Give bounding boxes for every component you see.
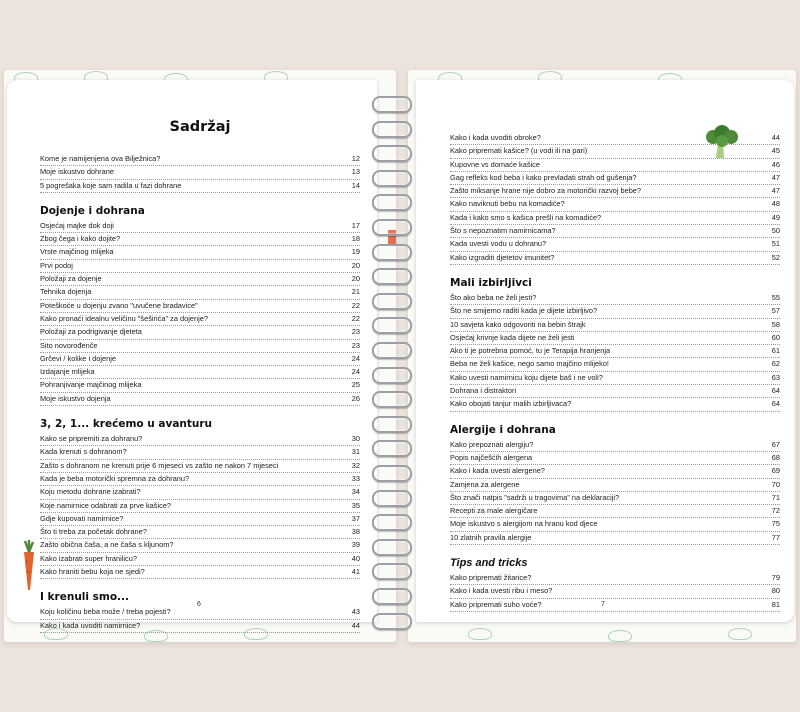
- toc-entry-title: Kako i kada uvoditi obroke?: [450, 133, 541, 142]
- toc-entry: [40, 553, 360, 566]
- toc-entry: [450, 465, 780, 478]
- toc-entry-page: 43: [351, 607, 360, 617]
- toc-entry-title: Kako se pripremiti za dohranu?: [40, 434, 143, 444]
- toc-entry-title: Kada je beba motorički spremna za dohranu?: [40, 473, 190, 483]
- toc-entry-title: Što ne smijemo raditi kada je dijete izbirljivo?: [450, 306, 598, 316]
- toc-entry-page: 61: [771, 346, 780, 356]
- toc-entry-title: 5 pogrešaka koje sam radila u fazi dohrane: [40, 180, 182, 190]
- toc-entry-title: Popis najčešćih alergena: [450, 452, 533, 462]
- toc-section-heading: Tips and tricks: [450, 557, 528, 570]
- toc-entry-title: Pohranjivanje majčinog mlijeka: [40, 380, 142, 390]
- spiral-ring: [372, 121, 412, 138]
- spiral-ring: [372, 588, 412, 605]
- toc-entry: [40, 566, 360, 579]
- toc-entry-title: Ako ti je potrebna pomoć, tu je Terapija hranjenja: [450, 346, 611, 356]
- toc-section-heading: Alergije i dohrana: [450, 423, 556, 436]
- toc-entry-title: Koju količinu beba može / treba pojesti?: [40, 607, 171, 617]
- toc-entry-title: Kako izabrati super hranilicu?: [40, 553, 137, 563]
- toc-entry: [40, 500, 360, 513]
- spiral-ring: [372, 293, 412, 310]
- toc-entry: [40, 460, 360, 473]
- toc-entry-title: Gdje kupovati namirnice?: [40, 513, 124, 523]
- toc-entry-page: 51: [771, 239, 780, 249]
- toc-entry: [450, 599, 780, 612]
- toc-entry-page: 33: [351, 473, 360, 483]
- toc-entry-title: Kako pripremati suho voće?: [450, 599, 542, 609]
- spiral-ring: [372, 342, 412, 359]
- toc-entry-page: 75: [771, 519, 780, 529]
- toc-entry: [40, 340, 360, 353]
- toc-entry: [450, 492, 780, 505]
- toc-entry: [40, 233, 360, 246]
- toc-entry-title: Moje iskustvo s alergijom na hranu kod djece: [450, 519, 598, 529]
- toc-entry-title: Kako obojati tanjur malih izbirljivaca?: [450, 399, 572, 409]
- toc-section-heading: Mali izbirljivci: [450, 276, 532, 289]
- toc-entry-page: 25: [351, 380, 360, 390]
- toc-entry-page: 22: [351, 313, 360, 323]
- toc-entry: [40, 246, 360, 259]
- spiral-ring: [372, 317, 412, 334]
- toc-entry-page: 58: [771, 319, 780, 329]
- toc-entry-title: Poteškoće u dojenju zvano "uvučene bradavice": [40, 300, 198, 310]
- toc-entry: [450, 292, 780, 305]
- toc-entry-title: Prvi podoj: [40, 260, 73, 270]
- toc-entry-title: Koju metodu dohrane izabrati?: [40, 487, 141, 497]
- toc-entry: [40, 539, 360, 552]
- toc-entry: [450, 585, 780, 598]
- spiral-ring: [372, 465, 412, 482]
- toc-entry: [450, 332, 780, 345]
- toc-entry: [450, 198, 780, 211]
- toc-entry-title: Izdajanje mlijeka: [40, 367, 95, 377]
- toc-entry-title: Kako i kada uvesti ribu i meso?: [450, 586, 553, 596]
- spiral-ring: [372, 490, 412, 507]
- page-number-right: 7: [601, 601, 605, 608]
- toc-title: Sadržaj: [169, 119, 231, 135]
- toc-entry-page: 63: [771, 372, 780, 382]
- toc-entry-page: 70: [771, 479, 780, 489]
- toc-entry-page: 19: [351, 247, 360, 257]
- toc-entry-page: 64: [771, 386, 780, 396]
- toc-entry: [450, 518, 780, 531]
- toc-entry: [40, 526, 360, 539]
- toc-entry: [40, 180, 360, 193]
- toc-entry: [450, 159, 780, 172]
- toc-entry: [40, 513, 360, 526]
- toc-entry-page: 21: [351, 287, 360, 297]
- toc-entry-page: 77: [771, 532, 780, 542]
- toc-entry-page: 48: [771, 199, 780, 209]
- toc-entry-page: 49: [771, 212, 780, 222]
- toc-entry-title: Što s nepoznatim namirnicama?: [450, 226, 556, 236]
- toc-entry: [450, 319, 780, 332]
- toc-entry-title: Zbog čega i kako dojite?: [40, 234, 121, 244]
- toc-entry: [40, 353, 360, 366]
- toc-entry-page: 18: [351, 234, 360, 244]
- toc-entry: [40, 366, 360, 379]
- toc-entry-title: 10 zlatnih pravila alergije: [450, 532, 532, 542]
- toc-entry: [40, 486, 360, 499]
- toc-entry-title: Koje namirnice odabrati za prve kašice?: [40, 500, 172, 510]
- toc-entry-page: 23: [351, 340, 360, 350]
- toc-entry-page: 38: [351, 527, 360, 537]
- broccoli-icon: [704, 124, 740, 160]
- toc-entry-page: 62: [771, 359, 780, 369]
- toc-entry-title: Moje iskustvo dohrane: [40, 167, 114, 177]
- toc-entry-page: 23: [351, 327, 360, 337]
- toc-entry-title: Položaji za dojenje: [40, 274, 102, 284]
- toc-entry-page: 40: [351, 553, 360, 563]
- toc-entry-page: 67: [771, 439, 780, 449]
- toc-entry-title: Dohrana i distraktori: [450, 386, 517, 396]
- spiral-ring: [372, 539, 412, 556]
- toc-entry-page: 30: [351, 434, 360, 444]
- toc-entry: [450, 212, 780, 225]
- toc-entry-title: Što ako beba ne želi jesti?: [450, 292, 537, 302]
- toc-entry: [40, 446, 360, 459]
- toc-entry-page: 81: [771, 599, 780, 609]
- toc-entry-title: Beba ne želi kašice, nego samo majčino mlijeko!: [450, 359, 609, 369]
- spiral-ring: [372, 514, 412, 531]
- toc-entry: [450, 358, 780, 371]
- toc-section-heading: I krenuli smo...: [40, 591, 130, 604]
- toc-entry: [40, 620, 360, 633]
- toc-entry-page: 44: [771, 133, 780, 142]
- toc-entry: [450, 532, 780, 545]
- toc-entry-title: Zamjena za alergene: [450, 479, 520, 489]
- toc-entry-page: 46: [771, 159, 780, 169]
- toc-entry-page: 37: [351, 513, 360, 523]
- toc-entry: [450, 439, 780, 452]
- toc-entry-page: 68: [771, 452, 780, 462]
- toc-entry-title: Kako pripremati kašice? (u vodi ili na pari): [450, 146, 588, 156]
- toc-section-heading: 3, 2, 1... krećemo u avanturu: [40, 418, 213, 431]
- toc-entry-page: 24: [351, 353, 360, 363]
- toc-entry-title: Tehnika dojenja: [40, 287, 92, 297]
- toc-entry-page: 13: [351, 167, 360, 177]
- toc-entry-title: Kako hraniti bebu koja ne sjedi?: [40, 567, 145, 577]
- toc-entry-title: Zašto miksanje hrane nije dobro za motorički razvoj bebe?: [450, 186, 642, 196]
- toc-entry-title: Vrste majčinog mlijeka: [40, 247, 114, 257]
- toc-entry: [40, 473, 360, 486]
- toc-entry-title: Što ti treba za početak dohrane?: [40, 527, 147, 537]
- toc-entry-page: 55: [771, 292, 780, 302]
- toc-entry: [40, 326, 360, 339]
- left-page: [7, 80, 377, 630]
- toc-entry-title: Osjećaj majke dok doji: [40, 220, 114, 230]
- toc-entry: [40, 433, 360, 446]
- toc-entry: [40, 260, 360, 273]
- toc-entry-title: Moje iskustvo dojenja: [40, 393, 111, 403]
- spiral-ring: [372, 367, 412, 384]
- toc-entry: [40, 393, 360, 406]
- toc-entry: [450, 345, 780, 358]
- spiral-ring: [372, 194, 412, 211]
- toc-entry-title: Položaji za podrigivanje djeteta: [40, 327, 142, 337]
- right-page: [416, 80, 794, 622]
- toc-entry: [40, 166, 360, 179]
- spiral-ring: [372, 145, 412, 162]
- toc-entry-title: Kako uvesti namirnicu koju dijete baš i ne voli?: [450, 372, 603, 382]
- toc-entry-title: Kako naviknuti bebu na komadiće?: [450, 199, 565, 209]
- toc-entry: [450, 479, 780, 492]
- toc-entry: [450, 385, 780, 398]
- spiral-ring: [372, 613, 412, 630]
- toc-entry: [450, 185, 780, 198]
- toc-entry-title: Kada i kako smo s kašica prešli na komadiće?: [450, 212, 602, 222]
- toc-entry-page: 20: [351, 274, 360, 284]
- toc-entry-page: 80: [771, 586, 780, 596]
- toc-entry: [450, 505, 780, 518]
- toc-entry: [450, 225, 780, 238]
- spiral-ring: [372, 416, 412, 433]
- toc-entry-title: Zašto obična čaša, a ne čaša s kljunom?: [40, 540, 174, 550]
- toc-entry-title: Kako pripremati žitarice?: [450, 573, 532, 583]
- toc-entry-title: Kupovne vs domaće kašice: [450, 159, 540, 169]
- toc-entry-page: 47: [771, 186, 780, 196]
- toc-entry: [450, 252, 780, 265]
- toc-entry-title: Osjećaj krivnje kada dijete ne želi jesti: [450, 332, 575, 342]
- toc-entry: [40, 220, 360, 233]
- spiral-ring: [372, 244, 412, 261]
- toc-entry-title: Sito novorođenče: [40, 340, 98, 350]
- toc-section-heading: Dojenje i dohrana: [40, 204, 145, 217]
- toc-entry-title: Kako i kada uvoditi namirnice?: [40, 620, 141, 630]
- toc-entry: [40, 300, 360, 313]
- toc-entry: [40, 606, 360, 619]
- toc-entry: [450, 172, 780, 185]
- toc-entry: [450, 398, 780, 411]
- toc-entry-page: 31: [351, 447, 360, 457]
- toc-entry-page: 47: [771, 172, 780, 182]
- toc-entry-title: Kada uvesti vodu u dohranu?: [450, 239, 547, 249]
- toc-entry-title: Zašto s dohranom ne krenuti prije 6 mjeseci vs zašto ne nakon 7 mjeseci: [40, 460, 279, 470]
- toc-entry-page: 71: [771, 492, 780, 502]
- toc-entry-page: 17: [351, 220, 360, 230]
- toc-entry-page: 57: [771, 306, 780, 316]
- toc-entry-page: 14: [351, 180, 360, 190]
- toc-entry: [450, 572, 780, 585]
- toc-entry-page: 64: [771, 399, 780, 409]
- toc-entry: [40, 273, 360, 286]
- toc-entry-page: 72: [771, 506, 780, 516]
- toc-entry-title: Kako izgraditi djetetov imunitet?: [450, 252, 555, 262]
- toc-entry-title: Grčevi / kolike i dojenje: [40, 353, 116, 363]
- toc-entry: [40, 379, 360, 392]
- toc-entry-page: 26: [351, 393, 360, 403]
- page-number-left: 6: [197, 601, 201, 608]
- toc-entry-page: 22: [351, 300, 360, 310]
- toc-entry-title: Kada krenuti s dohranom?: [40, 447, 127, 457]
- toc-entry: [40, 313, 360, 326]
- toc-entry-title: Kome je namijenjena ova Bilježnica?: [40, 154, 161, 163]
- toc-entry-title: Kako i kada uvesti alergene?: [450, 466, 545, 476]
- toc-entry: [450, 372, 780, 385]
- spiral-ring: [372, 391, 412, 408]
- toc-entry-page: 52: [771, 252, 780, 262]
- spiral-ring: [372, 268, 412, 285]
- toc-entry-page: 12: [351, 154, 360, 163]
- toc-entry-page: 50: [771, 226, 780, 236]
- toc-entry-title: Gag refleks kod beba i kako prevladati strah od gušenja?: [450, 172, 637, 182]
- spiral-ring: [372, 563, 412, 580]
- toc-entry: [40, 153, 360, 166]
- spiral-ring: [372, 96, 412, 113]
- toc-entry-page: 24: [351, 367, 360, 377]
- toc-entry: [40, 286, 360, 299]
- carrot-icon: [17, 540, 41, 592]
- toc-entry-page: 41: [351, 567, 360, 577]
- toc-entry-title: Što znači natpis "sadrži u tragovima" na deklaraciji?: [450, 492, 620, 502]
- toc-entry-title: 10 savjeta kako odgovoriti na bebin štrajk: [450, 319, 586, 329]
- toc-entry-page: 69: [771, 466, 780, 476]
- toc-entry-page: 39: [351, 540, 360, 550]
- toc-entry-page: 79: [771, 573, 780, 583]
- toc-entry-page: 35: [351, 500, 360, 510]
- toc-entry: [450, 452, 780, 465]
- spiral-ring: [372, 170, 412, 187]
- toc-entry-page: 20: [351, 260, 360, 270]
- toc-entry-title: Kako prepoznati alergiju?: [450, 439, 534, 449]
- toc-entry-page: 34: [351, 487, 360, 497]
- toc-entry-title: Recepti za male alergičare: [450, 506, 538, 516]
- toc-entry-page: 32: [351, 460, 360, 470]
- toc-entry: [450, 305, 780, 318]
- toc-entry-page: 60: [771, 332, 780, 342]
- spiral-ring: [372, 440, 412, 457]
- toc-entry: [450, 238, 780, 251]
- toc-entry-page: 44: [351, 620, 360, 630]
- toc-entry-title: Kako pronaći idealnu veličinu "šeširića" za dojenje?: [40, 313, 208, 323]
- toc-entry-page: 45: [771, 146, 780, 156]
- spiral-ring: [372, 219, 412, 236]
